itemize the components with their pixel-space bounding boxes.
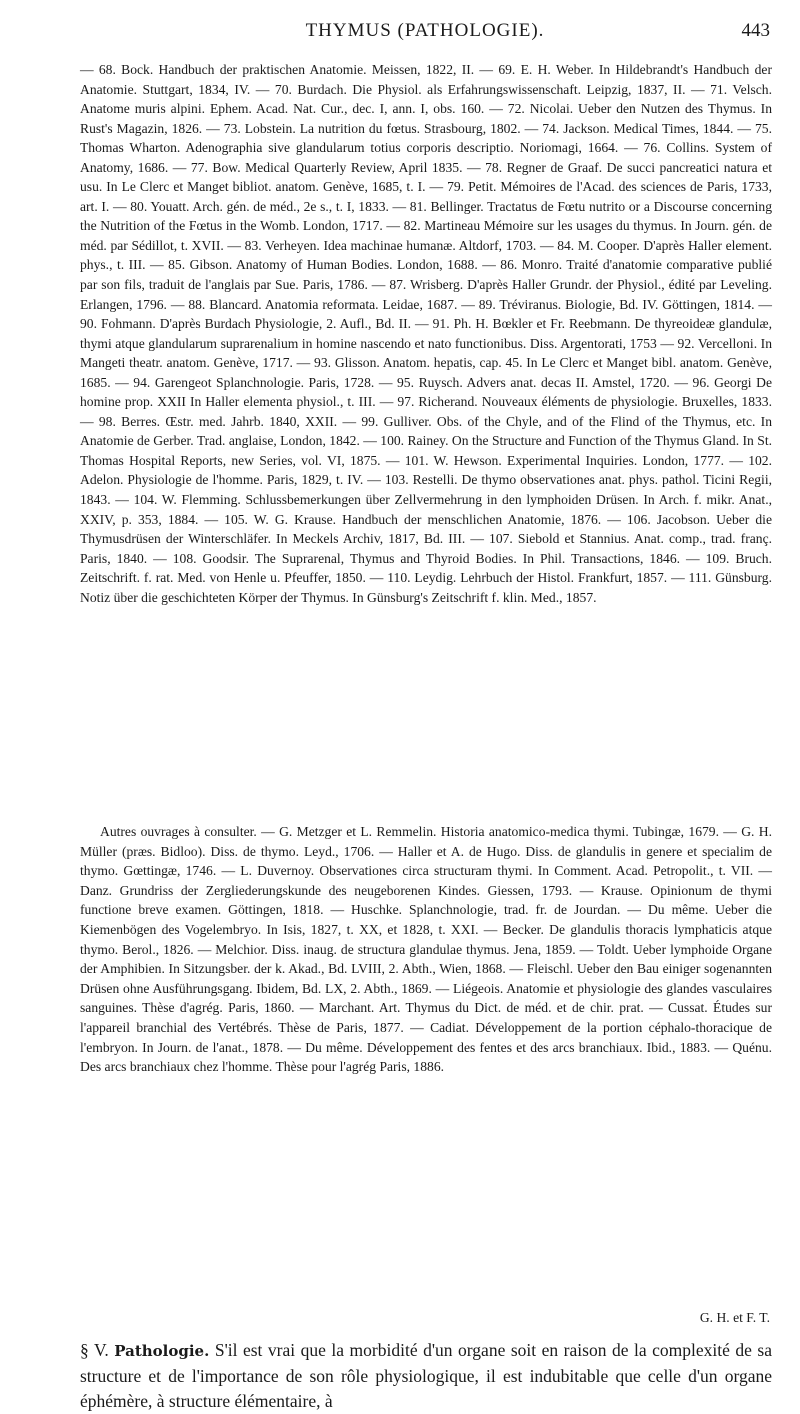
section-title: Pathologie.: [114, 1342, 210, 1360]
bibliography-other-works: Autres ouvrages à consulter. — G. Metzger et L. Remmelin. Historia anatomico-medica thymi. Tubingæ, 1679. — G. H. Müller (præs. Bidloo). Diss. de thymo. Leyd., 1706. — Haller et A. de Hugo. Diss. de glandulis in genere et specialim de thymo. Gœttingæ, 1746. — L. Duvernoy. Observationes circa structuram thymi. In Comment. Acad. Petropolit., t. VII. — Danz. Grundriss der Zergliederungskunde des neugeborenen Kindes. Giessen, 1793. — Krause. Opinionum de thymi functione breve examen. Göttingen, 1818. — Huschke. Splanchnologie, trad. fr. de Jourdan. — Du même. Ueber die Kiemenbögen des Vogelembryo. In Isis, 1827, t. XX, et 1828, t. XXI. — Becker. De glandulis thoracis lymphaticis atque thymo. Berol., 1826. — Melchior. Diss. inaug. de structura glandulae thymus. Jena, 1859. — Toldt. Ueber lymphoide Organe der Amphibien. In Sitzungsber. der k. Akad., Bd. LVIII, 2. Abth., Wien, 1868. — Fleischl. Ueber den Bau einiger sogenannten Drüsen ohne Ausführungsgang. Ibidem, Bd. LX, 2. Abth., 1869. — Liégeois. Anatomie et physiologie des glandes vasculaires sanguines. Thèse d'agrég. Paris, 1860. — Marchant. Art. Thymus du Dict. de méd. et de chir. prat. — Cussat. Études sur l'appareil branchial des Vertébrés. Thèse de Paris, 1877. — Cadiat. Développement de la portion céphalo-thoracique de l'embryon. In Journ. de l'anat., 1878. — Du même. Développement des fentes et des arcs branchiaux. Ibid., 1883. — Quénu. Des arcs branchiaux chez l'homme. Thèse pour l'agrég Paris, 1886.: [80, 824, 772, 1075]
bibliography-references: — 68. Bock. Handbuch der praktischen Anatomie. Meissen, 1822, II. — 69. E. H. Weber. In Hildebrandt's Handbuch der Anatomie. Stuttgart, 1834, IV. — 70. Burdach. Die Physiol. als Erfahrungswissenschaft. Leipzig, 1837, II. — 71. Velsch. Anatome muris alpini. Ephem. Acad. Nat. Cur., dec. I, ann. I, obs. 160. — 72. Nicolai. Ueber den Nutzen des Thymus. In Rust's Magazin, 1826. — 73. Lobstein. La nutrition du fœtus. Strasbourg, 1802. — 74. Jackson. Medical Times, 1844. — 75. Thomas Wharton. Adenographia sive glandularum totius corporis descriptio. Noriomagi, 1664. — 76. Collins. System of Anatomy, 1686. — 77. Bow. Medical Quarterly Review, April 1835. — 78. Regner de Graaf. De succi pancreatici natura et usu. In Le Clerc et Manget bibliot. anatom. Genève, 1685, t. I. — 79. Petit. Mémoires de l'Acad. des sciences de Paris, 1733, art. I. — 80. Youatt. Arch. gén. de méd., 2e s., t. I, 1833. — 81. Bellinger. Tractatus de Fœtu nutrito or a Discourse concerning the Nutrition of the Fœtus in the Womb. London, 1717. — 82. Martineau Mémoire sur les usages du thymus. In Journ. gén. de méd. par Sédillot, t. XVII. — 83. Verheyen. Idea machinae humanæ. Altdorf, 1703. — 84. M. Cooper. D'après Haller element. phys., t. III. — 85. Gibson. Anatomy of Human Bodies. London, 1688. — 86. Monro. Traité d'anatomie comparative publié par son fils, traduit de l'anglais par Sue. Paris, 1786. — 87. Wrisberg. D'après Haller Grundr. der Physiol., édité par Leveling. Erlangen, 1796. — 88. Blancard. Anatomia reformata. Leidae, 1687. — 89. Tréviranus. Biologie, Bd. IV. Göttingen, 1814. — 90. Fohmann. D'après Burdach Physiologie, 2. Aufl., Bd. II. — 91. Ph. H. Bœkler et Fr. Reebmann. De thyreoideæ glandulæ, thymi atque glandularum suprarenalium in homine nascendo et nato functionibus. Diss. Argentorati, 1753 — 92. Vercelloni. In Mangeti theatr. anatom. Genève, 1717. — 93. Glisson. Anatom. hepatis, cap. 45. In Le Clerc et Manget bibl. anatom. Genève, 1685. — 94. Garengeot Splanchnologie. Paris, 1728. — 95. Ruysch. Advers anat. decas II. Amstel, 1720. — 96. Georgi De homine prop. XXII In Haller elementa physiol., t. III. — 97. Richerand. Nouveaux éléments de physiologie. Bruxelles, 1833. — 98. Berres. Œstr. med. Jahrb. 1840, XXII. — 99. Gulliver. Obs. of the Chyle, and of the Flind of the Thymus, etc. In Anatomie de Gerber. Trad. anglaise, London, 1842. — 100. Rainey. On the Structure and Function of the Thymus Gland. In St. Thomas Hospital Reports, new Series, vol. VI, 1875. — 101. W. Hewson. Experimental Inquiries. London, 1777. — 102. Adelon. Physiologie de l'homme. Paris, 1829, t. IV. — 103. Restelli. De thymo observationes anat. phys. pathol. Ticini Regii, 1843. — 104. W. Flemming. Schlussbemerkungen über Zellvermehrung in den lymphoiden Drüsen. In Arch. f. mikr. Anat., XXIV, p. 353, 1884. — 105. W. G. Krause. Handbuch der menschlichen Anatomie, 1876. — 106. Jacobson. Ueber die Thymusdrüsen der Winterschläfer. In Meckels Archiv, 1817, Bd. III. — 107. Siebold et Stannius. Anat. comp., trad. franç. Paris, 1840. — 108. Goodsir. The Suprarenal, Thymus and Thyroid Bodies. In Phil. Transactions, 1846. — 109. Bruch. Zeitschrift. f. rat. Med. von Henle u. Pfeuffer, 1850. — 110. Leydig. Lehrbuch der Histol. Frankfurt, 1857. — 111. Günsburg. Notiz über die geschichteten Körper der Thymus. In Günsburg's Zeitschrift f. klin. Med., 1857.: [80, 62, 772, 605]
section-marker: § V.: [80, 1340, 109, 1360]
section-text: S'il est vrai que la morbidité d'un organe soit en raison de la complexité de sa structure et de l'importance de son rôle physiologique, il est indubitable que celle d'un organe éphémère, à structure élémentaire, à: [80, 1340, 772, 1411]
author-signature: G. H. et F. T.: [699, 1310, 770, 1325]
running-header: [80, 20, 770, 50]
page-number: 443: [741, 20, 770, 41]
section-pathologie: [80, 1338, 772, 1414]
page-title: THYMUS (PATHOLOGIE).: [305, 20, 545, 41]
